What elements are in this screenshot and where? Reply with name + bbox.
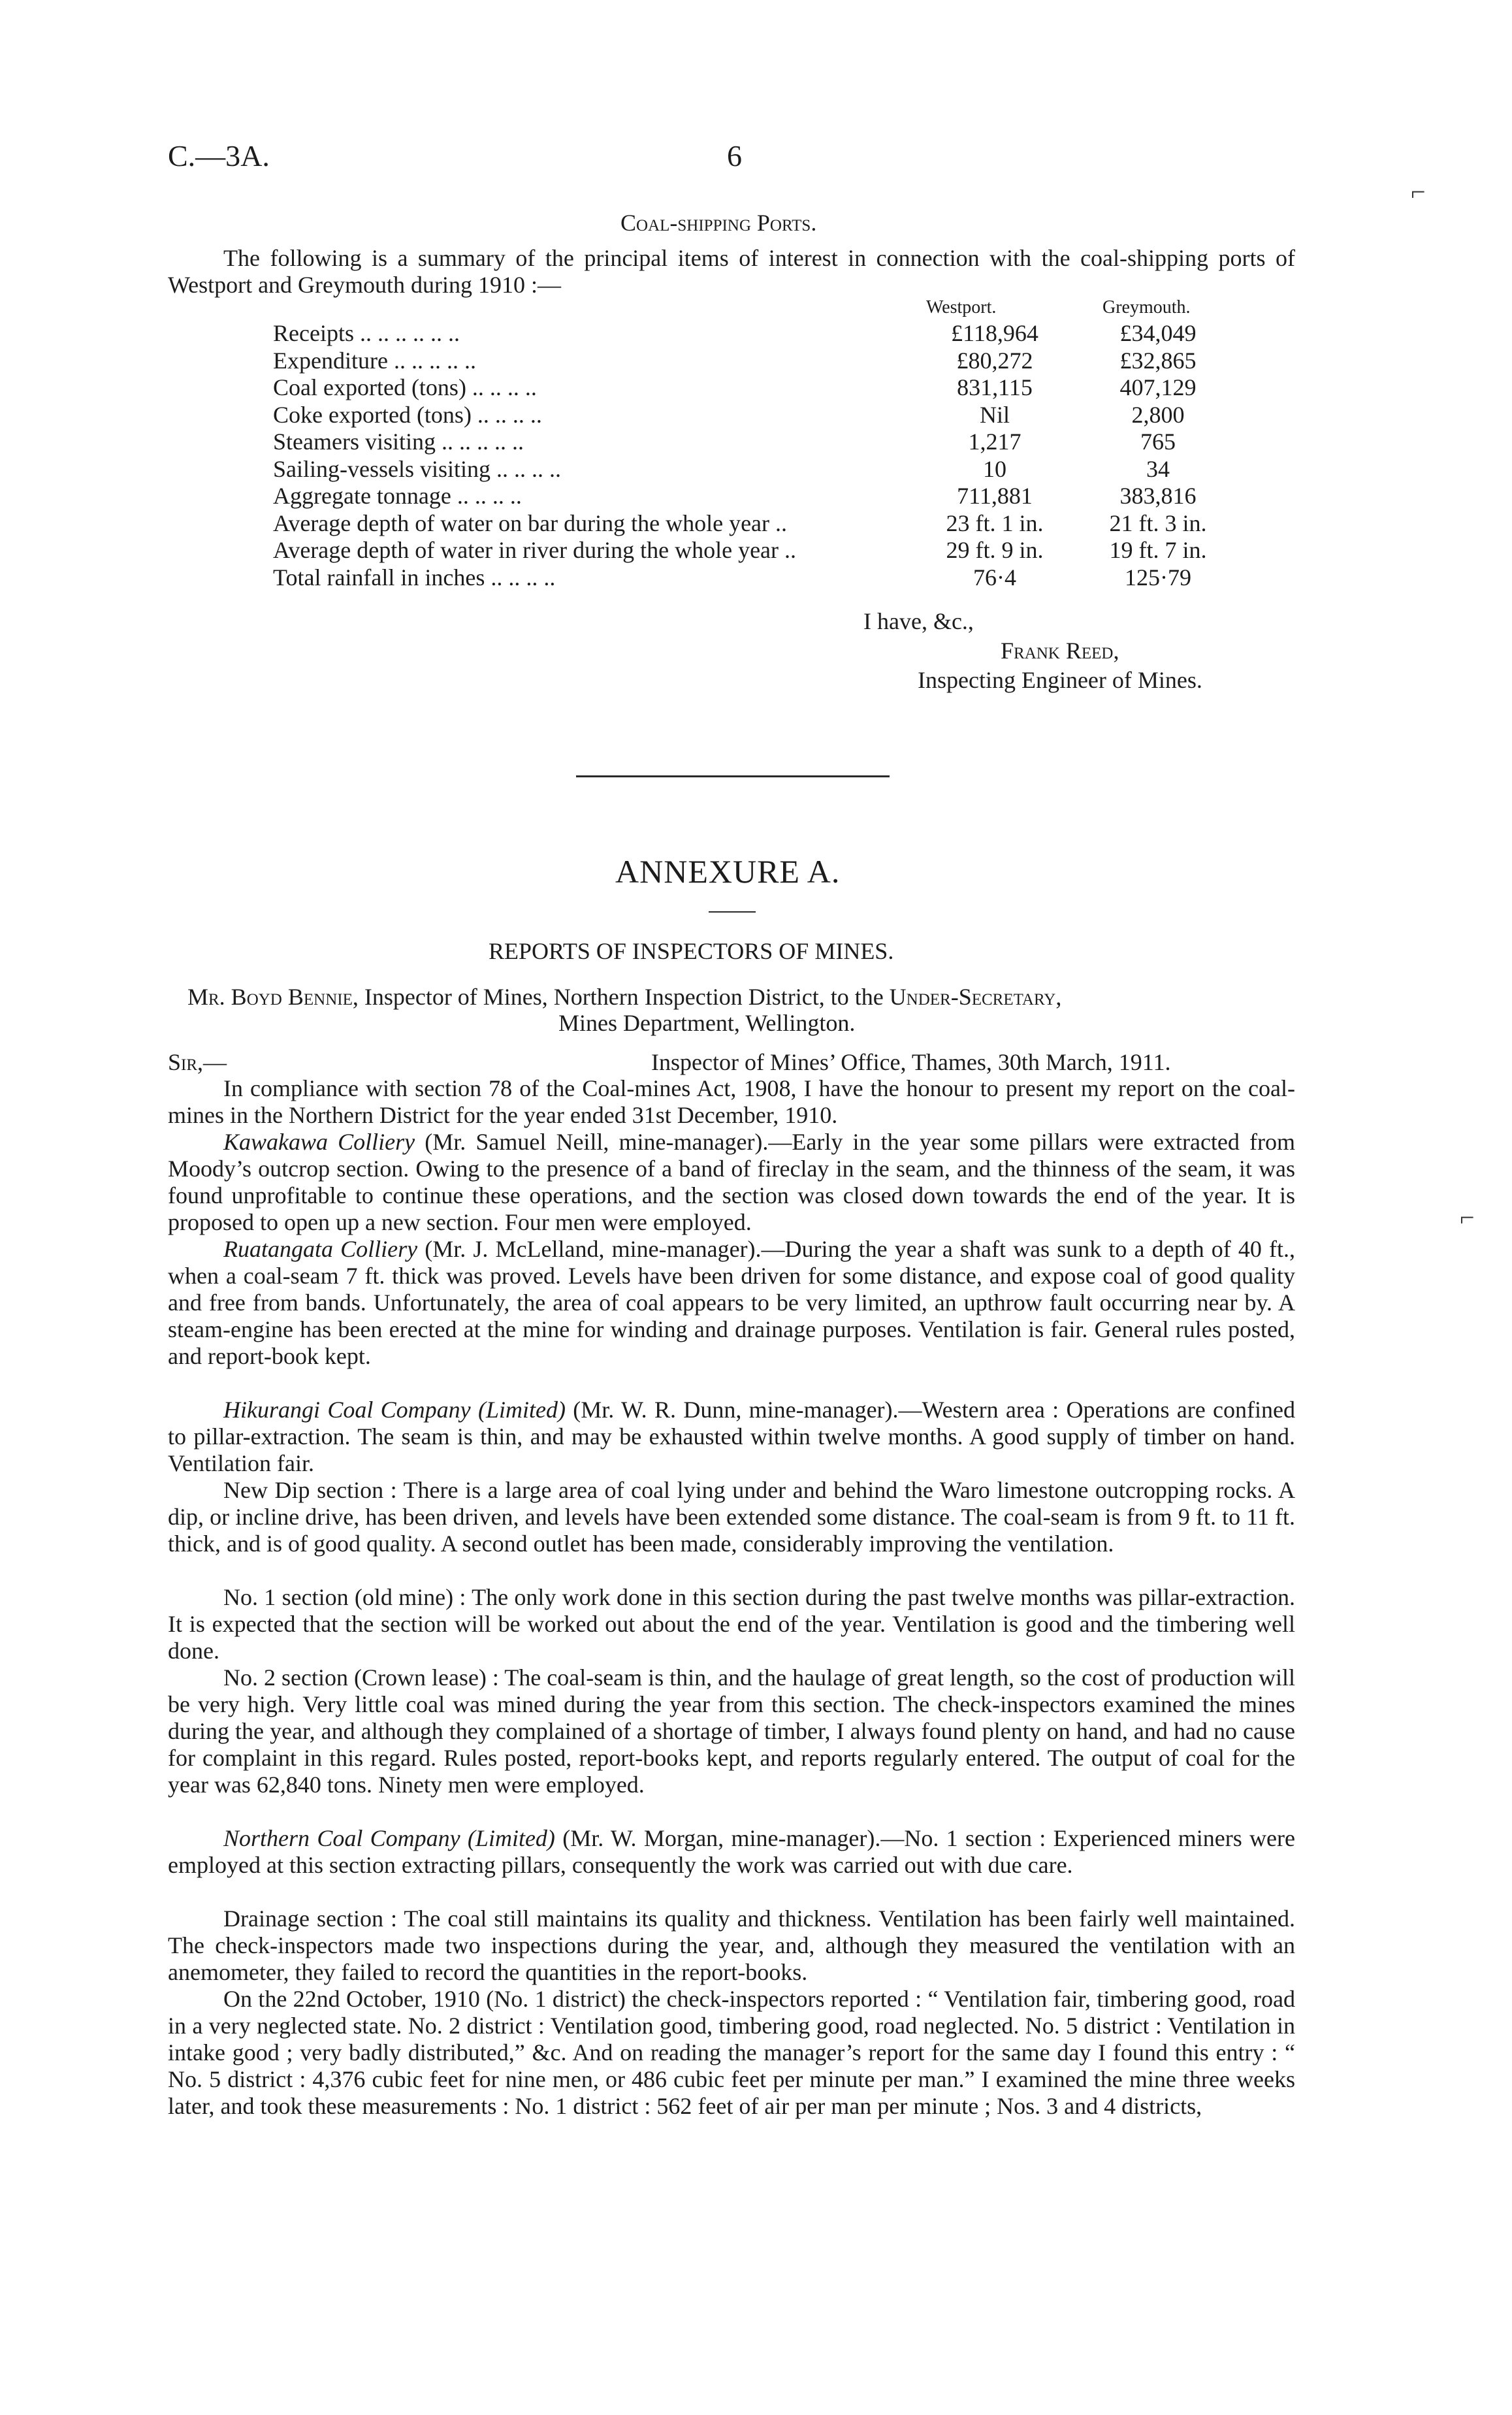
greymouth-value: 407,129 xyxy=(1119,374,1197,400)
greymouth-value: 765 xyxy=(1140,429,1176,455)
greymouth-value: 2,800 xyxy=(1131,401,1185,428)
westport-value: 10 xyxy=(983,455,1006,482)
shipping-summary-table xyxy=(273,320,1233,591)
row-label: Receipts .. .. .. .. .. .. xyxy=(273,320,460,346)
paragraph-text: (Mr. Samuel Neill, mine-manager).—Early in the year some pillars were extracted from Moody’s outcrop section. Owing to the presence of a band of fireclay in the seam, and the thinness of the seam, it was found unprofitable to continue these operations, and the section was closed down towards the end of the year. It is proposed to open up a new section. Four men were employed. xyxy=(168,1129,1296,1235)
row-label: Average depth of water on bar during the whole year .. xyxy=(273,510,788,536)
westport-value: 29 ft. 9 in. xyxy=(946,537,1044,563)
summary-row xyxy=(273,374,1233,402)
westport-value: 23 ft. 1 in. xyxy=(946,510,1044,536)
address-line-1 xyxy=(187,983,1061,1011)
row-label: Sailing-vessels visiting .. .. .. .. xyxy=(273,455,561,482)
westport-value: 831,115 xyxy=(957,374,1033,400)
row-label: Total rainfall in inches .. .. .. .. xyxy=(273,564,556,591)
row-label: Coal exported (tons) .. .. .. .. xyxy=(273,374,537,400)
paragraph-northern xyxy=(168,1825,1295,1879)
greymouth-value: 383,816 xyxy=(1119,483,1197,509)
summary-row xyxy=(273,510,1233,538)
row-label: Steamers visiting .. .. .. .. .. xyxy=(273,429,524,455)
row-label: Average depth of water in river during the whole year .. xyxy=(273,537,797,563)
paragraph-text: (Mr. W. R. Dunn, mine-manager).—Western area : Operations are confined to pillar-extraction. The seam is thin, and may be exhausted within twelve months. A good supply of timber on hand. Ventilation fair. xyxy=(168,1397,1295,1476)
address-comma: , xyxy=(1055,984,1062,1010)
westport-value: Nil xyxy=(979,401,1010,428)
westport-value: 76·4 xyxy=(973,564,1016,591)
paragraph-no2-section: No. 2 section (Crown lease) : The coal-seam is thin, and the haulage of great length, so the cost of production will be very high. Very little coal was mined during the year from this section. The check-inspectors examined the mines during the year, and although they complained of a shortage of timber, I always found plenty on hand, and had no cause for complaint in this regard. Rules posted, report-books kept, and reports regularly entered. The output of coal for the year was 62,840 tons. Ninety men were employed. xyxy=(168,1664,1295,1798)
salutation: Sir,— xyxy=(168,1049,227,1075)
column-header-greymouth: Greymouth. xyxy=(1102,297,1191,317)
paragraph-ruatangata xyxy=(168,1236,1295,1370)
paragraph-new-dip: New Dip section : There is a large area of coal lying under and behind the Waro limestone outcropping rocks. A dip, or incline drive, has been driven, and levels have been extended some distance. The coal-seam is from 9 ft. to 11 ft. thick, and is of good quality. A second outlet has been made, considerably improving the ventilation. xyxy=(168,1477,1295,1557)
summary-row xyxy=(273,456,1233,483)
summary-row xyxy=(273,348,1233,375)
margin-mark: ⌐ xyxy=(1411,177,1426,206)
address-line-2: Mines Department, Wellington. xyxy=(558,1010,856,1036)
paragraph-kawakawa xyxy=(168,1129,1295,1236)
office-date-line: Inspector of Mines’ Office, Thames, 30th March, 1911. xyxy=(651,1049,1171,1075)
document-reference xyxy=(168,138,270,173)
greymouth-value: £32,865 xyxy=(1119,347,1197,374)
greymouth-value: 21 ft. 3 in. xyxy=(1109,510,1207,536)
title-underline xyxy=(709,911,756,913)
paragraph-text: (Mr. W. Morgan, mine-manager).—No. 1 section : Experienced miners were employed at this section extracting pillars, consequently the work was carried out with due care. xyxy=(168,1825,1295,1878)
paragraph-text: (Mr. J. McLelland, mine-manager).—During the year a shaft was sunk to a depth of 40 ft., when a coal-seam 7 ft. thick was proved. Levels have been driven for some distance, and expose coal of good quality and free from bands. Unfortunately, the area of coal appears to be very limited, an upthrow fault occurring near by. A steam-engine has been erected at the mine for winding and drainage purposes. Ventilation is fair. General rules posted, and report-book kept. xyxy=(168,1236,1296,1369)
colliery-name: Kawakawa Colliery xyxy=(223,1129,415,1155)
westport-value: 711,881 xyxy=(957,483,1033,509)
summary-row xyxy=(273,429,1233,456)
reference-main: C.—3 xyxy=(168,139,241,172)
row-label: Aggregate tonnage .. .. .. .. xyxy=(273,483,522,509)
recipient-title: Under-Secretary xyxy=(889,984,1056,1010)
paragraph-hikurangi xyxy=(168,1397,1295,1477)
greymouth-value: 34 xyxy=(1146,455,1170,482)
colliery-name: Ruatangata Colliery xyxy=(223,1236,418,1262)
row-label: Expenditure .. .. .. .. .. xyxy=(273,347,476,374)
annexure-subtitle: REPORTS OF INSPECTORS OF MINES. xyxy=(489,938,894,964)
westport-value: 1,217 xyxy=(968,429,1021,455)
summary-row xyxy=(273,402,1233,429)
signatory-name: Frank Reed, xyxy=(1001,638,1119,664)
intro-paragraph: The following is a summary of the principal items of interest in connection with the coal-shipping ports of Westport and Greymouth during 1910 :— xyxy=(168,245,1295,298)
summary-row xyxy=(273,320,1233,348)
greymouth-value: 19 ft. 7 in. xyxy=(1109,537,1207,563)
paragraph-no1-section: No. 1 section (old mine) : The only work done in this section during the past twelve months was pillar-extraction. It is expected that the section will be worked out about the end of the year. Ventilation is good and the timbering well done. xyxy=(168,1584,1295,1664)
paragraph-drainage: Drainage section : The coal still maintains its quality and thickness. Ventilation has been fairly well maintained. The check-inspectors made two inspections during the year, and, although they measured the ventilation with an anemometer, they failed to record the quantities in the report-books. xyxy=(168,1905,1295,1985)
paragraph-compliance: In compliance with section 78 of the Coal-mines Act, 1908, I have the honour to present my report on the coal-mines in the Northern District for the year ended 31st December, 1910. xyxy=(168,1075,1295,1128)
company-name: Northern Coal Company (Limited) xyxy=(223,1825,555,1851)
summary-row xyxy=(273,564,1233,592)
row-label: Coke exported (tons) .. .. .. .. xyxy=(273,401,542,428)
greymouth-value: 125·79 xyxy=(1125,564,1191,591)
page-number: 6 xyxy=(727,139,742,172)
inspector-name: Mr. Boyd Bennie xyxy=(187,984,353,1010)
greymouth-value: £34,049 xyxy=(1119,320,1197,346)
section-divider xyxy=(576,775,890,777)
westport-value: £80,272 xyxy=(956,347,1033,374)
summary-row xyxy=(273,537,1233,564)
closing-line: I have, &c., xyxy=(863,608,974,634)
section-heading: Coal-shipping Ports. xyxy=(620,210,817,236)
paragraph-october-report: On the 22nd October, 1910 (No. 1 district) the check-inspectors reported : “ Ventilation fair, timbering good, road in a very neglected state. No. 2 district : Ventilation good, timbering good, road neglected. No. 5 district : Ventilation in intake good ; very badly distributed,” &c. And on reading the manager’s report for the same day I found this entry : “ No. 5 district : 4,376 cubic feet for nine men, or 486 cubic feet per minute per man.” I examined the mine three weeks later, and took these measurements : No. 1 district : 562 feet of air per man per minute ; Nos. 3 and 4 districts, xyxy=(168,1986,1295,2119)
column-header-westport: Westport. xyxy=(926,297,997,317)
summary-row xyxy=(273,483,1233,510)
reference-suffix: A. xyxy=(240,139,270,172)
margin-mark: ⌐ xyxy=(1460,1203,1475,1232)
annexure-title: ANNEXURE A. xyxy=(615,853,841,890)
signatory-title: Inspecting Engineer of Mines. xyxy=(918,667,1202,693)
address-text: , Inspector of Mines, Northern Inspection District, to the xyxy=(352,984,890,1010)
westport-value: £118,964 xyxy=(951,320,1038,346)
company-name: Hikurangi Coal Company (Limited) xyxy=(223,1397,566,1423)
